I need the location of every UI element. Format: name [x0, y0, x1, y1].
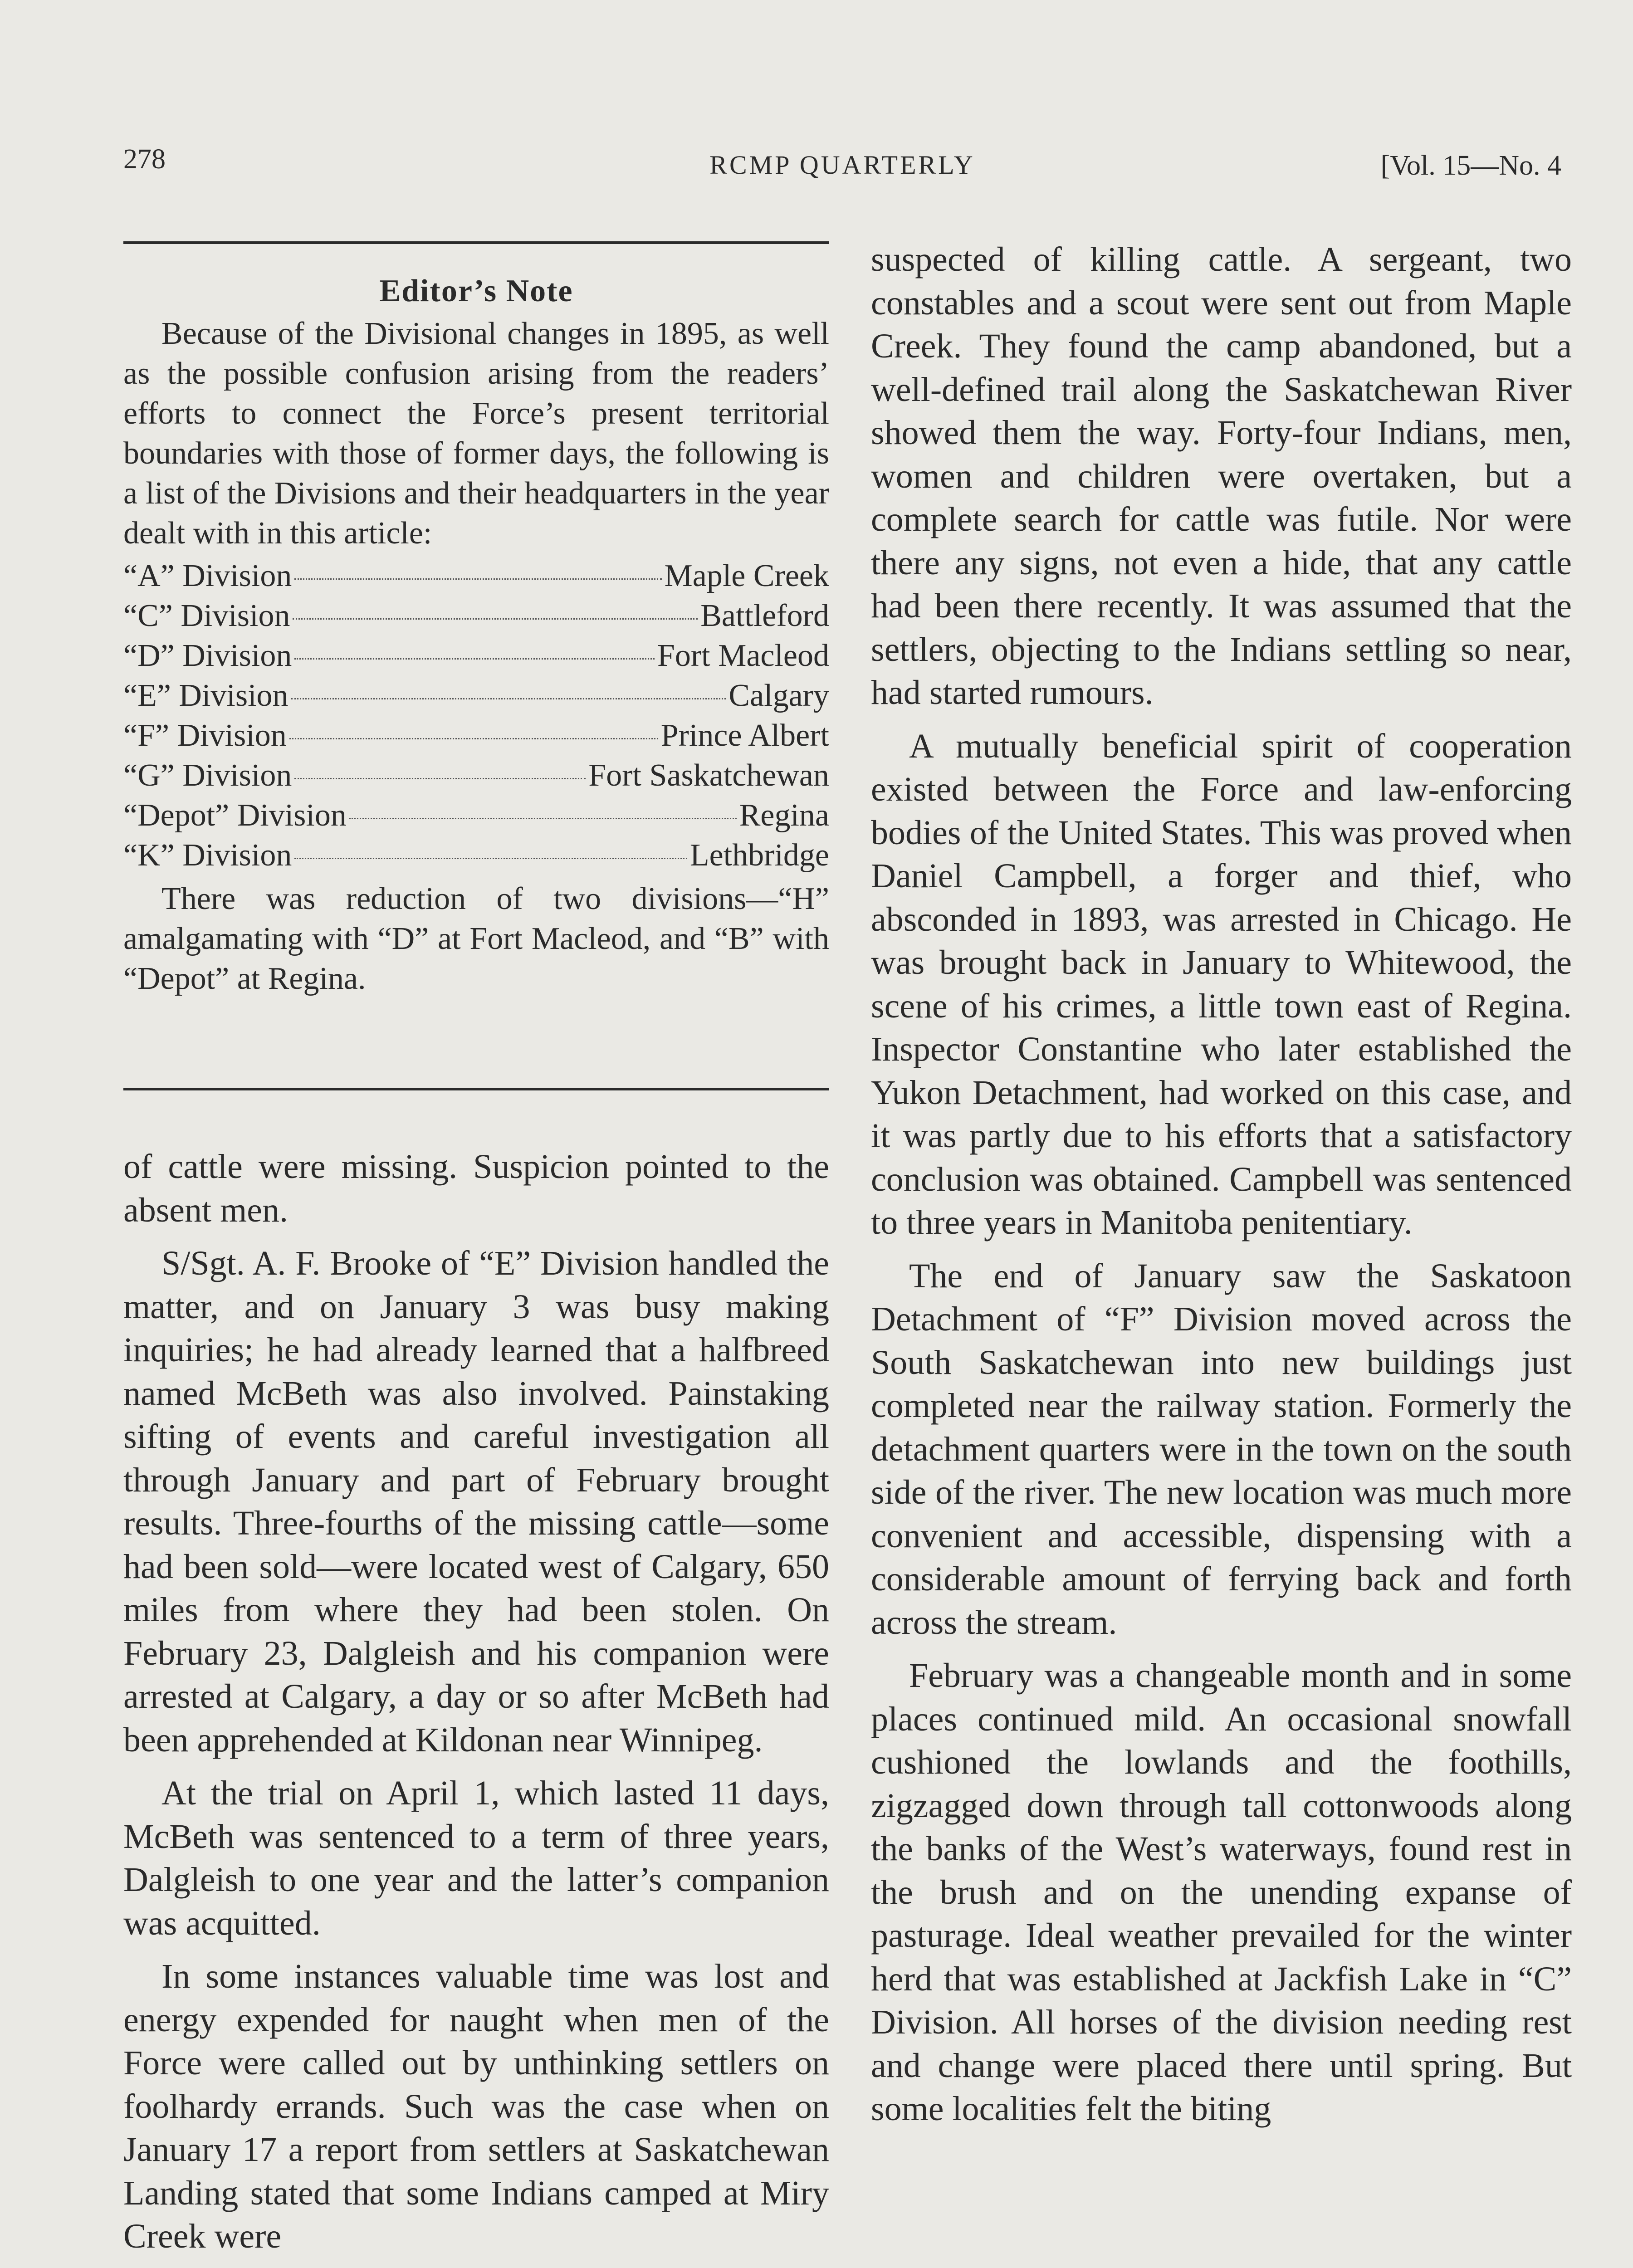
paragraph: A mutually beneficial spirit of cooperation existed between the Force and law-enforcing bodies of the United States. This was proved when Daniel Campbell, a forger and thief, who absconded in 1893, was arrested in Chicago. He was brought back in January to Whitewood, the scene of his crimes, a little town east of Regina. Inspector Constantine who later established the Yukon Detachment, had worked on this case, and it was partly due to his efforts that a satisfactory conclusion was obtained. Campbell was sentenced to three years in Manitoba penitentiary. — [871, 727, 1572, 1242]
editors-note-intro: Because of the Divisional changes in 1895, as well as the possible confusion arising from the readers’ efforts to connect the Force’s present territorial boundaries with those of former days, the following is a list of the Divisions and their headquarters in the year dealt with in this article: — [123, 316, 829, 551]
dot-leader — [294, 578, 661, 580]
division-name: “F” Division — [123, 718, 287, 753]
division-name: “A” Division — [123, 558, 292, 593]
division-headquarters: Lethbridge — [689, 838, 829, 873]
dot-leader — [294, 778, 586, 779]
paragraph: The end of January saw the Saskatoon Detachment of “F” Division moved across the South Saskatchewan into new buildings just completed near the railway station. Formerly the detachment quarters were in the town on the south side of the river. The new location was much more convenient and accessible, dispensing with a considerable amount of ferrying back and forth across the stream. — [871, 1256, 1572, 1642]
dot-leader — [294, 858, 687, 859]
division-row — [123, 716, 829, 756]
division-row — [123, 796, 829, 836]
dot-leader — [289, 738, 658, 739]
division-row — [123, 756, 829, 796]
division-name: “K” Division — [123, 838, 292, 873]
dot-leader — [294, 658, 655, 660]
right-column — [871, 238, 1572, 2131]
division-headquarters: Maple Creek — [664, 558, 829, 593]
paragraph: S/Sgt. A. F. Brooke of “E” Division handled the matter, and on January 3 was busy making inquiries; he had already learned that a halfbreed named McBeth was also involved. Painstaking sifting of events and careful investigation all through January and part of February brought results. Three-fourths of the missing cattle—some had been sold—were located west of Calgary, 650 miles from where they had been stolen. On February 23, Dalgleish and his companion were arrested at Calgary, a day or so after McBeth had been apprehended at Kildonan near Winnipeg. — [123, 1244, 829, 1759]
division-name: “C” Division — [123, 598, 290, 633]
dot-leader — [293, 618, 698, 620]
paragraph: In some instances valuable time was lost and energy expended for naught when men of the Force were called out by unthinking settlers on foolhardy errands. Such was the case when on January 17 a report from settlers at Saskatchewan Landing stated that some Indians camped at Miry Creek were — [123, 1957, 829, 2255]
division-row — [123, 676, 829, 716]
division-row — [123, 636, 829, 676]
editors-note-box — [123, 240, 829, 999]
division-row — [123, 596, 829, 636]
division-row — [123, 556, 829, 596]
division-name: “D” Division — [123, 638, 292, 673]
journal-title: RCMP QUARTERLY — [709, 150, 975, 180]
dot-leader — [291, 698, 726, 699]
volume-issue: [Vol. 15—No. 4 — [1380, 150, 1561, 181]
paragraph: February was a changeable month and in some places continued mild. An occasional snowfall cushioned the lowlands and the foothills, zigzagged down through tall cottonwoods along the banks of the West’s waterways, found rest in the brush and on the unending expanse of pasturage. Ideal weather prevailed for the winter herd that was established at Jackfish Lake in “C” Division. All horses of the division needing rest and change were placed there until spring. But some localities felt the biting — [871, 1657, 1572, 2128]
paragraph: suspected of killing cattle. A sergeant, two constables and a scout were sent out from Maple Creek. They found the camp abandoned, but a well-defined trail along the Saskatchewan River showed them the way. Forty-four Indians, men, women and children were overtaken, but a complete search for cattle was futile. Nor were there any signs, not even a hide, that any cattle had been there recently. It was assumed that the settlers, objecting to the Indians settling so near, had started rumours. — [871, 240, 1572, 712]
dot-leader — [349, 818, 737, 819]
page-number: 278 — [123, 144, 166, 175]
division-name: “G” Division — [123, 758, 292, 793]
paragraph: of cattle were missing. Suspicion pointed to the absent men. — [123, 1148, 829, 1229]
division-list — [123, 556, 829, 875]
division-row — [123, 836, 829, 875]
editors-note-title: Editor’s Note — [379, 274, 573, 308]
division-headquarters: Battleford — [700, 598, 829, 633]
division-name: “Depot” Division — [123, 798, 347, 833]
division-name: “E” Division — [123, 678, 288, 713]
editors-note-bottom-rule — [123, 1088, 829, 1090]
division-headquarters: Calgary — [728, 678, 829, 713]
left-column — [123, 1145, 829, 2258]
division-headquarters: Fort Saskatchewan — [588, 758, 829, 793]
editors-note-outro: There was reduction of two divisions—“H” amalgamating with “D” at Fort Macleod, and “B” with “Depot” at Regina. — [123, 881, 829, 996]
page-header — [123, 143, 1561, 189]
division-headquarters: Prince Albert — [660, 718, 829, 753]
paragraph: At the trial on April 1, which lasted 11 days, McBeth was sentenced to a term of three years, Dalgleish to one year and the latter’s companion was acquitted. — [123, 1774, 829, 1942]
division-headquarters: Regina — [739, 798, 829, 833]
division-headquarters: Fort Macleod — [657, 638, 829, 673]
